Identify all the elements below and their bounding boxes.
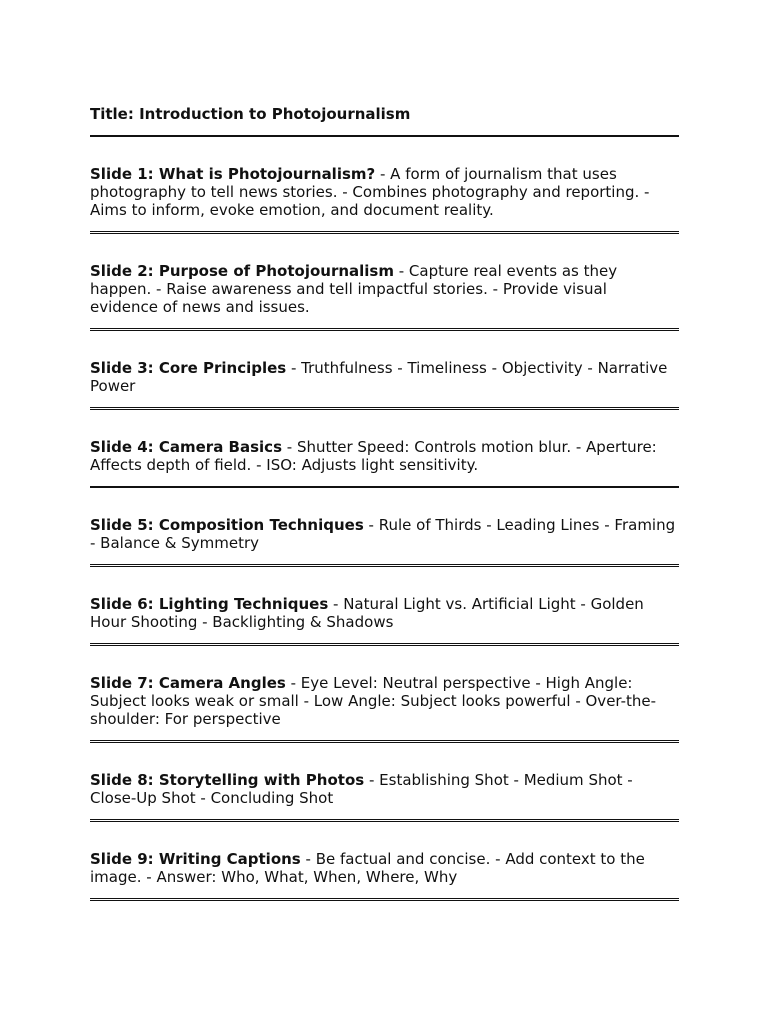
slide-7 [90,646,679,740]
slide-8 [90,743,679,819]
document [90,105,679,901]
slide-8-text [90,771,679,807]
slide-5 [90,488,679,564]
slide-6-body: - Natural Light vs. Artificial Light - Golden Hour Shooting - Backlighting & Shadows [90,595,644,631]
slide-7-heading: Slide 7: Camera Angles [90,674,286,692]
slide-3-text [90,359,679,395]
slide-3 [90,331,679,407]
slide-7-text [90,674,679,728]
slide-6-text [90,595,679,631]
document-title: Title: Introduction to Photojournalism [90,105,411,123]
slide-9 [90,822,679,898]
slide-9-body: - Be factual and concise. - Add context to the image. - Answer: Who, What, When, Where, Why [90,850,645,886]
slide-7-body: - Eye Level: Neutral perspective - High Angle: Subject looks weak or small - Low Angle: Subject looks powerful - Over-the-shoulder: For perspective [90,674,657,728]
slide-6 [90,567,679,643]
slide-2-heading: Slide 2: Purpose of Photojournalism [90,262,394,280]
slide-5-body: - Rule of Thirds - Leading Lines - Framing - Balance & Symmetry [90,516,676,552]
slide-4-body: - Shutter Speed: Controls motion blur. - Aperture: Affects depth of field. - ISO: Adjusts light sensitivity. [90,438,657,474]
slide-2-body: - Capture real events as they happen. - Raise awareness and tell impactful stories. - Provide visual evidence of news and issues. [90,262,618,316]
slide-5-heading: Slide 5: Composition Techniques [90,516,364,534]
slide-1 [90,137,679,231]
slide-2 [90,234,679,328]
slide-4-text [90,438,679,474]
slide-8-body: - Establishing Shot - Medium Shot - Close-Up Shot - Concluding Shot [90,771,633,807]
slide-4 [90,410,679,486]
slide-9-text [90,850,679,886]
slide-1-text [90,165,679,219]
slide-9-heading: Slide 9: Writing Captions [90,850,301,868]
slide-1-body: - A form of journalism that uses photography to tell news stories. - Combines photography and reporting. - Aims to inform, evoke emotion, and document reality. [90,165,650,219]
slide-2-text [90,262,679,316]
slide-1-heading: Slide 1: What is Photojournalism? [90,165,376,183]
slide-4-heading: Slide 4: Camera Basics [90,438,282,456]
slide-8-heading: Slide 8: Storytelling with Photos [90,771,365,789]
slide-5-text [90,516,679,552]
slide-6-heading: Slide 6: Lighting Techniques [90,595,329,613]
slide-3-heading: Slide 3: Core Principles [90,359,287,377]
slide-9-divider [90,898,679,901]
slide-3-body: - Truthfulness - Timeliness - Objectivity - Narrative Power [90,359,668,395]
